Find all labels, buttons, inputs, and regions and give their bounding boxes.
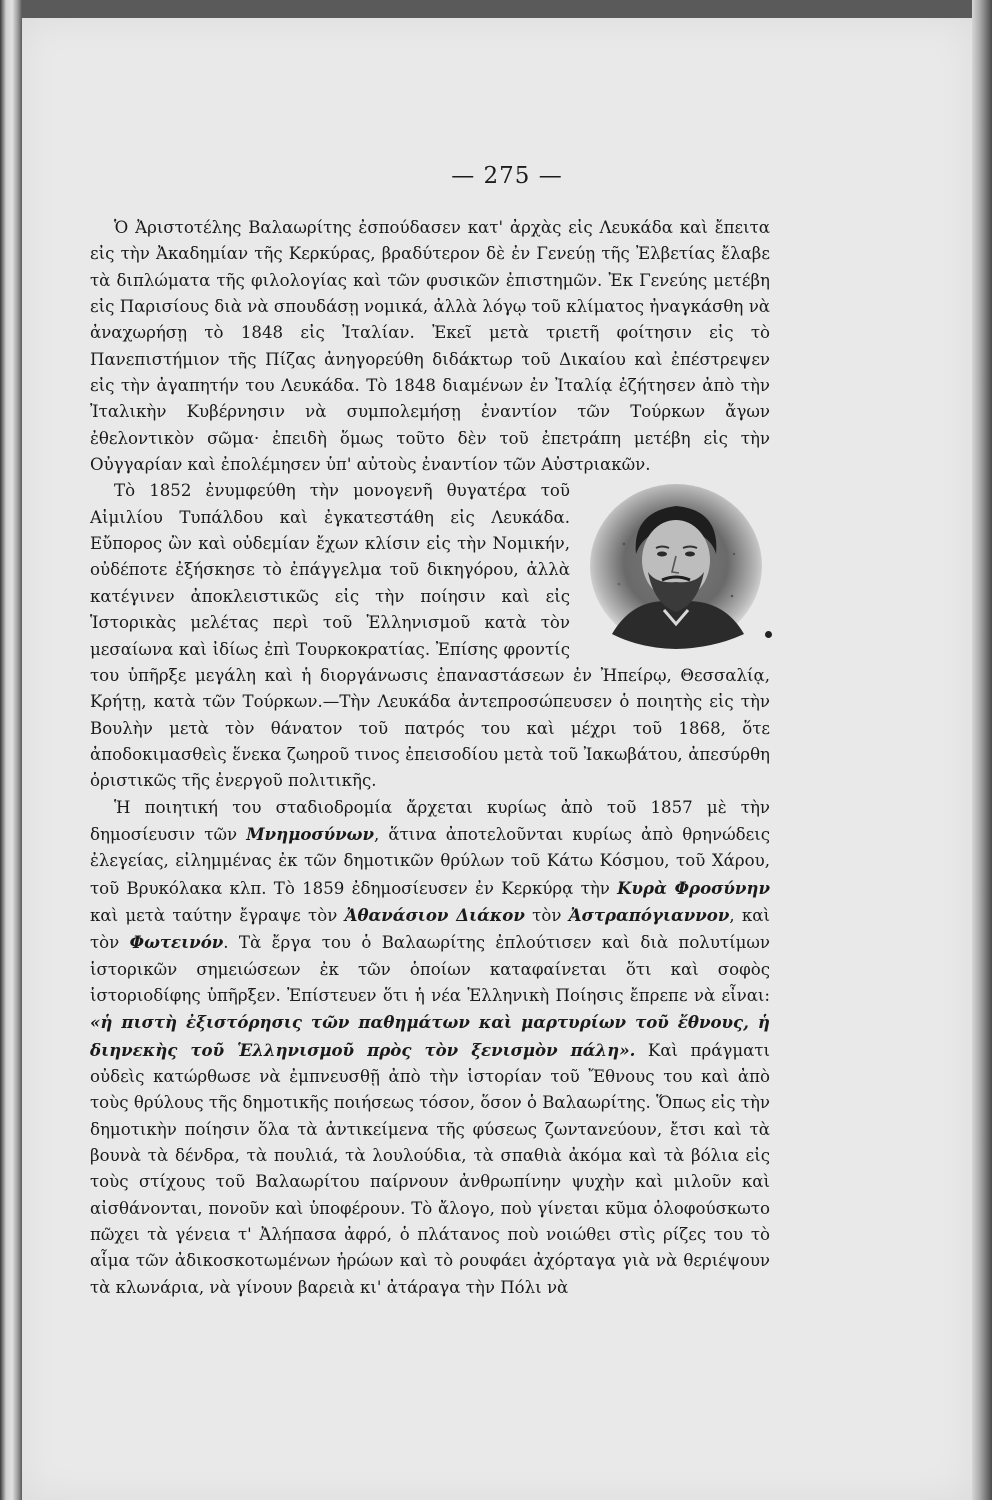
work-title-mnimosyna: Μνημοσύνων (246, 823, 374, 844)
p3-text-1: Ἡ ποιητική του σταδιοδρομία ἄρχεται κυρίως ἀπὸ τοῦ 1857 μὲ τὴν δημοσίευσιν τῶν (90, 797, 770, 844)
right-page-edge (972, 0, 992, 1500)
portrait-image (584, 484, 774, 652)
paragraph-2: Τὸ 1852 ἐνυμφεύθη τὴν μονογενῆ θυγατέρα τοῦ Αἰμιλίου Τυπάλδου καὶ ἐγκατεστάθη εἰς Λευκάδα. Εὔπορος ὢν καὶ οὐδεμίαν ἔχων κλίσιν εἰς τὴν Νομικήν, οὐδέποτε ἐξήσκησε τὸ ἐπάγγελμα τοῦ δικηγόρου, ἀλλὰ κατέγινεν ἀποκλειστικῶς εἰς τὴν ποίησιν καὶ εἰς Ἱστορικὰς μελέτας περὶ τοῦ Ἑλληνισμοῦ κατὰ τὸν μεσαίωνα καὶ ἰδίως ἐπὶ Τουρκοκρατίας. Ἐπίσης φροντίς του ὑπῆρξε μεγάλη καὶ ἡ διοργάνωσις ἐπαναστάσεων ἐν Ἠπείρῳ, Θεσσαλίᾳ, Κρήτῃ, κατὰ τῶν Τούρκων.—Τὴν Λευκάδα ἀντεπροσώπευσεν ὁ ποιητὴς εἰς τὴν Βουλὴν μετὰ τὸν θάνατον τοῦ πατρός του καὶ μέχρι τοῦ 1868, ὅτε ἀποδοκιμασθεὶς ἕνεκα ζωηροῦ τινος ἐπεισοδίου μετὰ τοῦ Ἰακωβάτου, ἀπεσύρθη ὁριστικῶς τῆς ἐνεργοῦ πολιτικῆς. (90, 481, 770, 791)
p3-text-5: , καὶ τὸν (90, 905, 770, 953)
work-title-kyra-frosyni: Κυρὰ Φροσύνην (617, 877, 771, 898)
page-number: — 275 — (451, 163, 563, 189)
work-title-athanasios-diakos: Ἀθανάσιον Διάκον (344, 904, 525, 925)
p3-text-3: καὶ μετὰ ταύτην ἔγραψε τὸν (90, 905, 345, 925)
p3-text-4: τὸν (524, 905, 569, 925)
paragraph-3 (90, 795, 770, 1302)
left-page-edge (0, 0, 22, 1500)
paragraph-1: Ὁ Ἀριστοτέλης Βαλαωρίτης ἐσπούδασεν κατ' ἀρχὰς εἰς Λευκάδα καὶ ἔπειτα εἰς τὴν Ἀκαδημίαν τῆς Κερκύρας, βραδύτερον δὲ ἐν Γενεύῃ τῆς Ἐλβετίας ἔλαβε τὰ διπλώματα τῆς φιλολογίας καὶ τῶν φυσικῶν ἐπιστημῶν. Ἐκ Γενεύης μετέβη εἰς Παρισίους διὰ νὰ σπουδάσῃ νομικά, ἀλλὰ λόγῳ τοῦ κλίματος ἠναγκάσθη νὰ ἀναχωρήσῃ τὸ 1848 εἰς Ἰταλίαν. Ἐκεῖ μετὰ τριετῆ φοίτησιν εἰς τὸ Πανεπιστήμιον τῆς Πίζας ἀνηγορεύθη διδάκτωρ τοῦ Δικαίου καὶ ἐπέστρεψεν εἰς τὴν ἀγαπητήν του Λευκάδα. Τὸ 1848 διαμένων ἐν Ἰταλίᾳ ἐζήτησεν ἀπὸ τὴν Ἰταλικὴν Κυβέρνησιν νὰ συμπολεμήσῃ ἐναντίον τῶν Τούρκων ἄγων ἐθελοντικὸν σῶμα· ἐπειδὴ ὅμως τοῦτο δὲν τοῦ ἐπετράπη μετέβη εἰς τὴν Οὐγγαρίαν καὶ ἐπολέμησεν ὑπ' αὐτοὺς ἐναντίον τῶν Αὐστριακῶν. (90, 218, 770, 475)
p3-text-7: Καὶ πράγματι οὐδεὶς κατώρθωσε νὰ ἐμπνευσθῇ ἀπὸ τὴν ἱστορίαν τοῦ Ἔθνους του καὶ ἀπὸ τοὺς θρύλους τῆς δημοτικῆς ποιήσεως τόσον, ὅσον ὁ Βαλαωρίτης. Ὅπως εἰς τὴν δημοτικὴν ποίησιν ὅλα τὰ ἀντικείμενα τῆς φύσεως ζωντανεύουν, ἔτσι καὶ τὰ βουνὰ τὰ δένδρα, τὰ πουλιά, τὰ λουλούδια, τὰ σπαθιὰ ἀκόμα καὶ τὰ βόλια εἰς τοὺς στίχους τοῦ Βαλαωρίτου παίρνουν ἀνθρωπίνην ψυχὴν καὶ μιλοῦν καὶ αἰσθάνονται, πονοῦν καὶ ὑποφέρουν. Τὸ ἄλογο, ποὺ γίνεται κῦμα ὁλοφούσκωτο πῶχει τὰ γένεια τ' Ἀλήπασα ἀφρό, ὁ πλάτανος ποὺ νοιώθει στὶς ρίζες του τὸ αἷμα τῶν ἀδικοσκοτωμένων ἡρώων καὶ τὸ ρουφάει ἀχόρταγα γιὰ νὰ θεριέψουν τὰ κλωνάρια, νὰ γίνουν βαρειὰ κι' ἀτάραγα τὴν Πόλι νὰ (90, 1040, 770, 1297)
author-portrait (584, 484, 774, 652)
body-text (90, 215, 770, 1301)
work-title-foteinos: Φωτεινόν (129, 932, 224, 953)
quoted-definition: «ἡ πιστὴ ἐξιστόρησις τῶν παθημάτων καὶ μαρτυρίων τοῦ ἔθνους, ἡ διηνεκὴς τοῦ Ἑλληνισμοῦ πρὸς τὸν ξενισμὸν πάλη». (90, 1012, 770, 1060)
p3-text-6: . Τὰ ἔργα του ὁ Βαλαωρίτης ἐπλούτισεν καὶ διὰ πολυτίμων ἱστορικῶν σημειώσεων ἐκ τῶν ὁποίων καταφαίνεται ὅτι καὶ σοφὸς ἱστοριοδίφης ὑπῆρξεν. Ἐπίστευεν ὅτι ἡ νέα Ἑλληνικὴ Ποίησις ἔπρεπε νὰ εἶναι: (90, 933, 770, 1005)
work-title-astrapogiannos: Ἀστραπόγιαννον (568, 904, 730, 925)
p3-text-2: , ἅτινα ἀποτελοῦνται κυρίως ἀπὸ θρηνώδεις ἐλεγείας, εἰλημμένας ἐκ τῶν δημοτικῶν θρύλων τοῦ Κάτω Κόσμου, τοῦ Χάρου, τοῦ Βρυκόλακα κλπ. Τὸ 1859 ἐδημοσίευσεν ἐν Κερκύρᾳ τὴν (90, 824, 770, 898)
